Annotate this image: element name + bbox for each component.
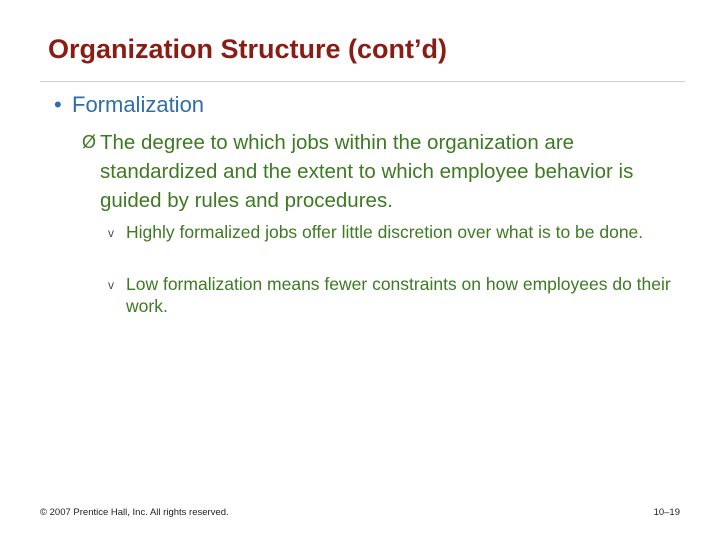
bullet-definition bbox=[82, 128, 672, 215]
footer-copyright: © 2007 Prentice Hall, Inc. All rights reserved. bbox=[40, 507, 229, 518]
bullet-definition-text: The degree to which jobs within the organization are standardized and the extent to which employee behavior is guided by rules and procedures. bbox=[100, 131, 634, 212]
arrow-bullet-icon: Ø bbox=[82, 132, 97, 152]
sub-bullet-text: Low formalization means fewer constraints on how employees do their work. bbox=[126, 274, 671, 316]
check-bullet-icon: v bbox=[108, 278, 114, 292]
title-divider bbox=[40, 81, 685, 82]
bullet-dot-icon: • bbox=[54, 92, 62, 117]
footer-page-number: 10–19 bbox=[653, 507, 680, 518]
sub-bullet-low-formalization bbox=[108, 273, 678, 317]
bullet-formalization-text: Formalization bbox=[72, 92, 205, 117]
check-bullet-icon: v bbox=[108, 226, 114, 240]
sub-bullet-text: Highly formalized jobs offer little discretion over what is to be done. bbox=[126, 222, 644, 242]
slide-title: Organization Structure (cont’d) bbox=[48, 34, 448, 64]
sub-bullet-high-formalization bbox=[108, 221, 678, 243]
bullet-formalization bbox=[54, 92, 204, 118]
